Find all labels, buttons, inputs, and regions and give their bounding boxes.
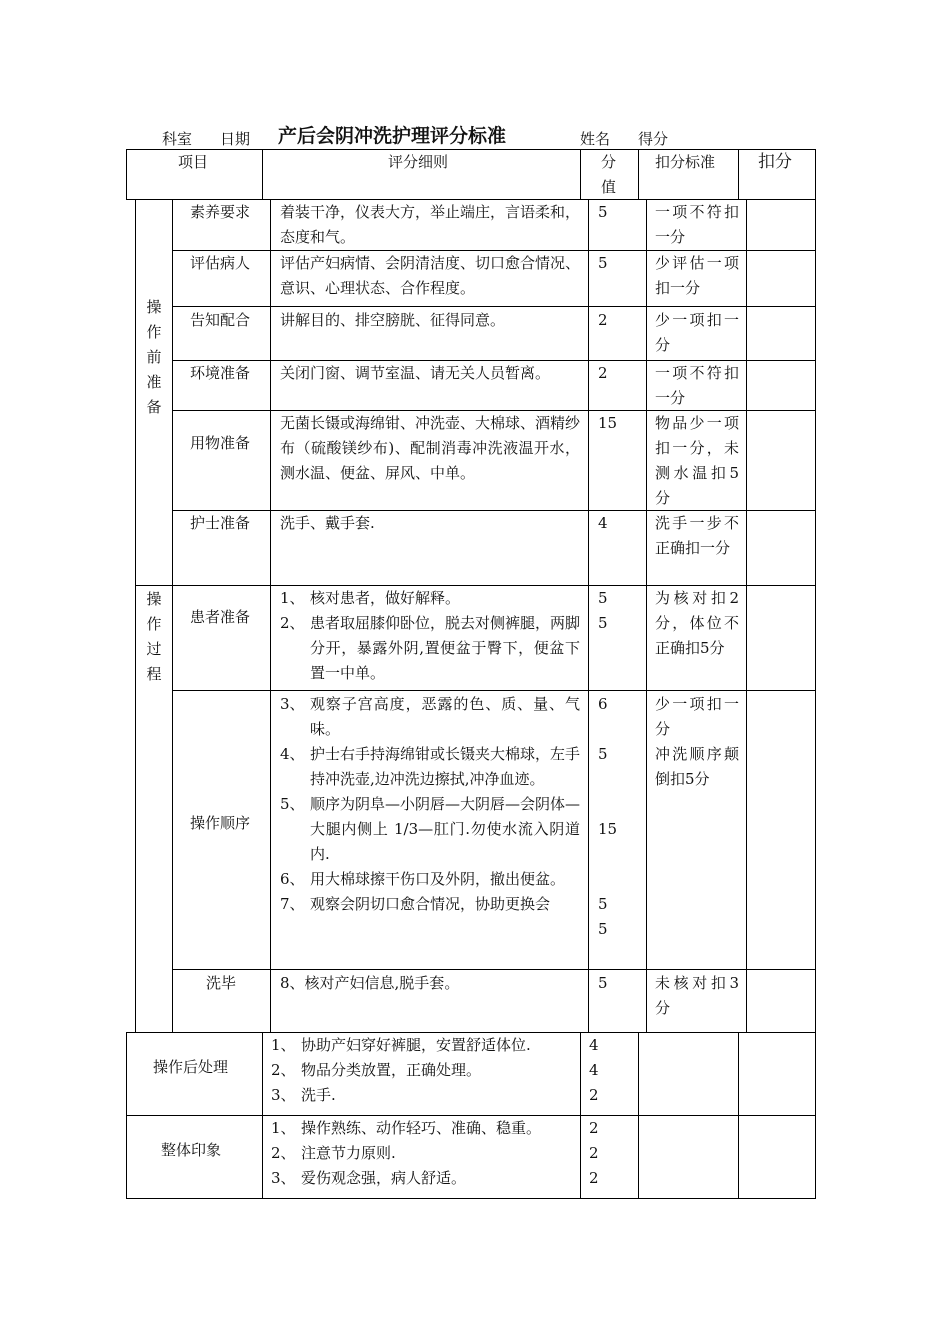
row-deduct-std: 一项不符扣一分: [655, 364, 739, 407]
list-item: 3、 爱伤观念强，病人舒适。: [271, 1169, 467, 1187]
score-label: 得分: [638, 130, 669, 148]
row-deduct-std: 少评估一项扣一分: [655, 254, 739, 297]
col-header-points-1: 分: [601, 153, 617, 171]
row-detail: 关闭门窗、调节室温、请无关人员暂离。: [280, 364, 551, 382]
row-detail-list: [280, 586, 580, 686]
overall-detail-list: [271, 1116, 576, 1191]
row-points: 2: [598, 311, 608, 329]
row-points: 5: [598, 203, 608, 221]
row-detail: 着装干净，仪表大方，举止端庄，言语柔和，态度和气。: [280, 203, 581, 246]
row-item: 环境准备: [190, 364, 251, 382]
col-header-points-2: 值: [601, 178, 617, 196]
row-points: 5: [598, 745, 608, 763]
post-points: 4: [589, 1036, 599, 1054]
list-item: 1、 核对患者，做好解释。: [280, 589, 461, 607]
list-item: 6、 用大棉球擦干伤口及外阴，撤出便盆。: [280, 870, 566, 888]
row-points: 2: [598, 364, 608, 382]
row-item: 素养要求: [190, 203, 251, 221]
overall-points: 2: [589, 1169, 599, 1187]
list-item: 2、 物品分类放置，正确处理。: [271, 1061, 482, 1079]
row-deduct-std: 为核对扣2分，体位不正确扣5分: [655, 589, 739, 657]
row-points: 6: [598, 695, 608, 713]
row-detail: 无菌长镊或海绵钳、冲洗壶、大棉球、酒精纱布（硫酸镁纱布)、配制消毒冲洗液温开水，测水温、便盆、屏风、中单。: [280, 414, 581, 482]
row-item: 操作顺序: [190, 814, 251, 832]
post-points: 4: [589, 1061, 599, 1079]
row-points: 5: [598, 920, 608, 938]
col-header-deduct: 扣分: [758, 152, 792, 172]
overall-item: 整体印象: [161, 1141, 222, 1159]
post-points: 2: [589, 1086, 599, 1104]
row-points: 4: [598, 514, 608, 532]
list-item: 1、 协助产妇穿好裤腿，安置舒适体位.: [271, 1036, 531, 1054]
row-detail-list: [280, 692, 580, 917]
row-detail: 讲解目的、排空膀胱、征得同意。: [280, 311, 506, 329]
list-item: 2、 患者取屈膝仰卧位，脱去对侧裤腿，两脚分开，暴露外阴,置便盆于臀下，便盆下置一中单。: [280, 614, 581, 682]
section-pre-operation: 操作前准备: [146, 298, 162, 416]
row-points: 15: [598, 820, 618, 838]
overall-points: 2: [589, 1144, 599, 1162]
row-points: 5: [598, 614, 608, 632]
row-points: 5: [598, 974, 608, 992]
row-deduct-std: 未核对扣3分: [655, 974, 739, 1017]
row-detail: 评估产妇病情、会阴清洁度、切口愈合情况、意识、心理状态、合作程度。: [280, 254, 581, 297]
post-item: 操作后处理: [153, 1058, 229, 1076]
list-item: 2、 注意节力原则.: [271, 1144, 396, 1162]
list-item: 3、 观察子宫高度，恶露的色、质、量、气味。: [280, 695, 580, 738]
row-points: 5: [598, 895, 608, 913]
row-points: 5: [598, 254, 608, 272]
row-points: 15: [598, 414, 618, 432]
row-item: 洗毕: [206, 974, 237, 992]
list-item: 7、 观察会阴切口愈合情况，协助更换会: [280, 895, 551, 913]
section-process: 操作过程: [146, 590, 162, 683]
list-item: 3、 洗手.: [271, 1086, 336, 1104]
col-header-detail: 评分细则: [388, 153, 449, 171]
row-item: 护士准备: [190, 514, 251, 532]
row-item: 告知配合: [190, 311, 251, 329]
list-item: 1、 操作熟练、动作轻巧、准确、稳重。: [271, 1119, 542, 1137]
row-deduct-std: 一项不符扣一分: [655, 203, 739, 246]
date-label: 日期: [220, 130, 251, 148]
col-header-deduct-std: 扣分标准: [655, 153, 716, 171]
row-deduct-std: 洗手一步不正确扣一分: [655, 514, 739, 557]
dept-label: 科室: [162, 130, 193, 148]
name-label: 姓名: [580, 130, 611, 148]
col-header-item: 项目: [178, 153, 209, 171]
row-deduct-std: 少一项扣一分: [655, 311, 739, 354]
row-item: 患者准备: [190, 608, 251, 626]
list-item: 4、 护士右手持海绵钳或长镊夹大棉球，左手持冲洗壶,边冲洗边擦拭,冲净血迹。: [280, 745, 581, 788]
row-item: 用物准备: [190, 434, 251, 452]
row-points: 5: [598, 589, 608, 607]
row-detail: 8、核对产妇信息,脱手套。: [280, 974, 460, 992]
post-detail-list: [271, 1033, 576, 1108]
page-title: 产后会阴冲洗护理评分标准: [278, 125, 507, 147]
row-item: 评估病人: [190, 254, 251, 272]
list-item: 5、 顺序为阴阜—小阴唇—大阴唇—会阴体—大腿内侧上 1/3—肛门.勿使水流入阴道内.: [280, 795, 581, 863]
overall-points: 2: [589, 1119, 599, 1137]
row-deduct-std: 物品少一项扣一分，未测水温扣5分: [655, 414, 739, 507]
row-detail: 洗手、戴手套.: [280, 514, 375, 532]
row-deduct-std: 少一项扣一分 冲洗顺序颠倒扣5分: [655, 695, 739, 788]
